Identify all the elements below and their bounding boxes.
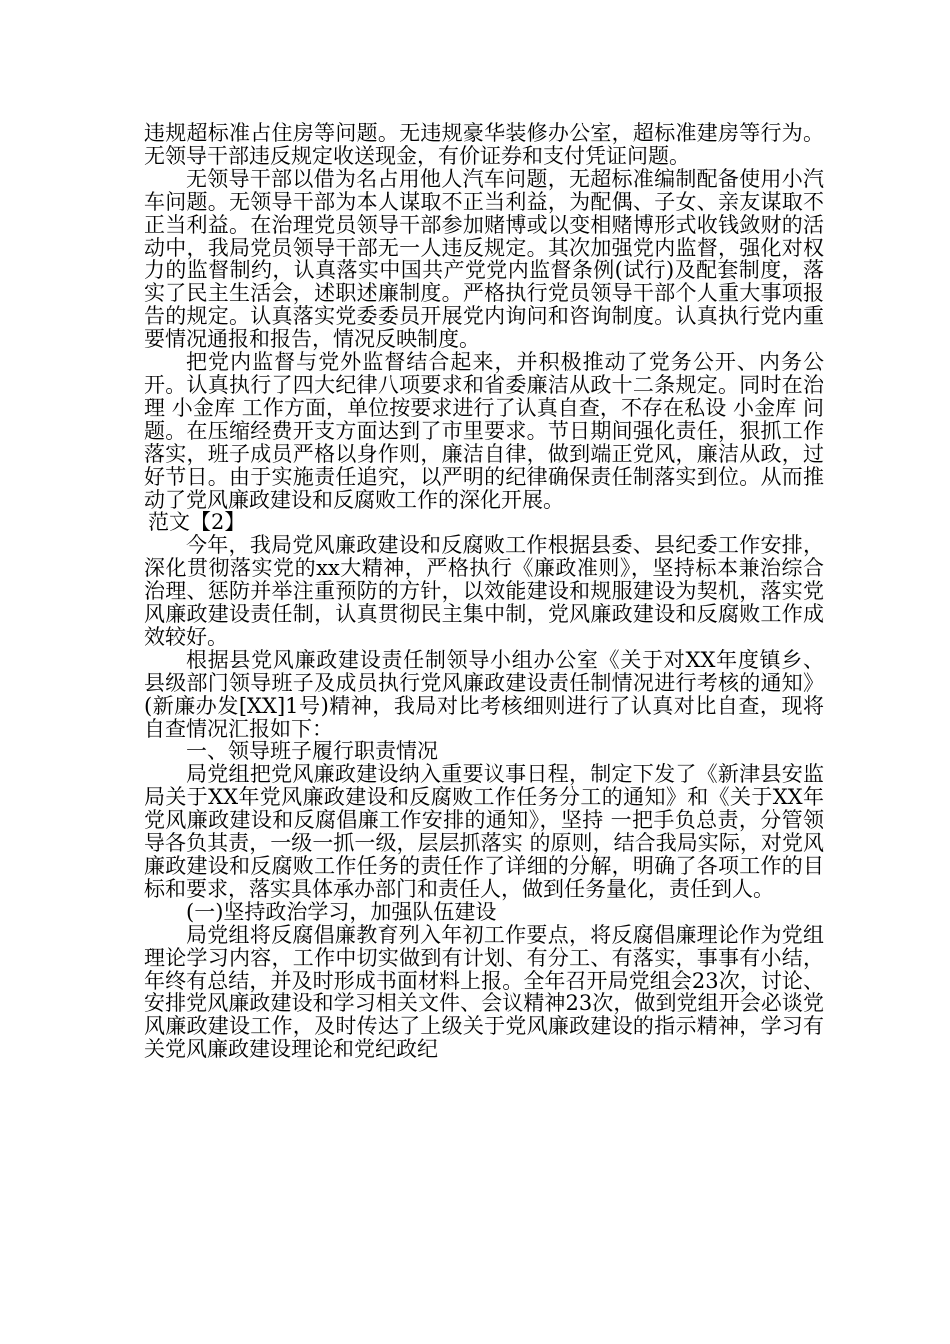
paragraph: 局党组将反腐倡廉教育列入年初工作要点，将反腐倡廉理论作为党组理论学习内容，工作中切实做到有计划、有分工、有落实，事事有小结，年终有总结，并及时形成书面材料上报。全年召开局党组会23次，讨论、安排党风廉政建设和学习相关文件、会议精神23次，做到党组开会必谈党风廉政建设工作，及时传达了上级关于党风廉政建设的指示精神，学习有关党风廉政建设理论和党纪政纪 <box>144 922 824 1062</box>
paragraph: 局党组把党风廉政建设纳入重要议事日程，制定下发了《新津县安监局关于XX年党风廉政建设和反腐败工作任务分工的通知》和《关于XX年党风廉政建设和反腐倡廉工作安排的通知》，坚持 一把手负总责，分管领导各负其责，一级一抓一级，层层抓落实 的原则，结合我局实际，对党风廉政建设和反腐败工作任务的责任作了详细的分解，明确了各项工作的目标和要求，落实具体承办部门和责任人，做到任务量化，责任到人。 <box>144 762 824 901</box>
paragraph-continuation: 违规超标准占住房等问题。无违规豪华装修办公室，超标准建房等行为。无领导干部违反规定收送现金，有价证券和支付凭证问题。 <box>144 121 824 168</box>
paragraph: 无领导干部以借为名占用他人汽车问题，无超标准编制配备使用小汽车问题。无领导干部为本人谋取不正当利益，为配偶、子女、亲友谋取不正当利益。在治理党员领导干部参加赌博或以变相赌博形式收钱敛财的活动中，我局党员领导干部无一人违反规定。其次加强党内监督，强化对权力的监督制约，认真落实中国共产党党内监督条例(试行)及配套制度，落实了民主生活会，述职述廉制度。严格执行党员领导干部个人重大事项报告的规定。认真落实党委委员开展党内询问和咨询制度。认真执行党内重要情况通报和报告，情况反映制度。 <box>144 166 824 352</box>
subheading: 一、领导班子履行职责情况 <box>186 739 438 764</box>
paragraph: 今年，我局党风廉政建设和反腐败工作根据县委、县纪委工作安排，深化贯彻落实党的xx大精神，严格执行《廉政准则》，坚持标本兼治综合治理、惩防并举注重预防的方针，以效能建设和规服建设为契机，落实党风廉政建设责任制，认真贯彻民主集中制，党风廉政建设和反腐败工作成效较好。 <box>144 533 824 649</box>
section-heading: 范文【2】 <box>148 510 246 535</box>
paragraph: 根据县党风廉政建设责任制领导小组办公室《关于对XX年度镇乡、县级部门领导班子及成员执行党风廉政建设责任制情况进行考核的通知》(新廉办发[XX]1号)精神，我局对比考核细则进行了认真对比自查，现将自查情况汇报如下： <box>144 647 824 741</box>
paragraph: 把党内监督与党外监督结合起来，并积极推动了党务公开、内务公开。认真执行了四大纪律八项要求和省委廉洁从政十二条规定。同时在治理 小金库 工作方面，单位按要求进行了认真自查，不存在私设 小金库 问题。在压缩经费开支方面达到了市里要求。节日期间强化责任，狠抓工作落实，班子成员严格以身作则，廉洁自律，做到端正党风，廉洁从政，过好节日。由于实施责任追究，以严明的纪律确保责任制落实到位。从而推动了党风廉政建设和反腐败工作的深化开展。 <box>144 350 824 512</box>
document-body <box>144 122 824 1061</box>
subheading: (一)坚持政治学习，加强队伍建设 <box>186 899 497 924</box>
